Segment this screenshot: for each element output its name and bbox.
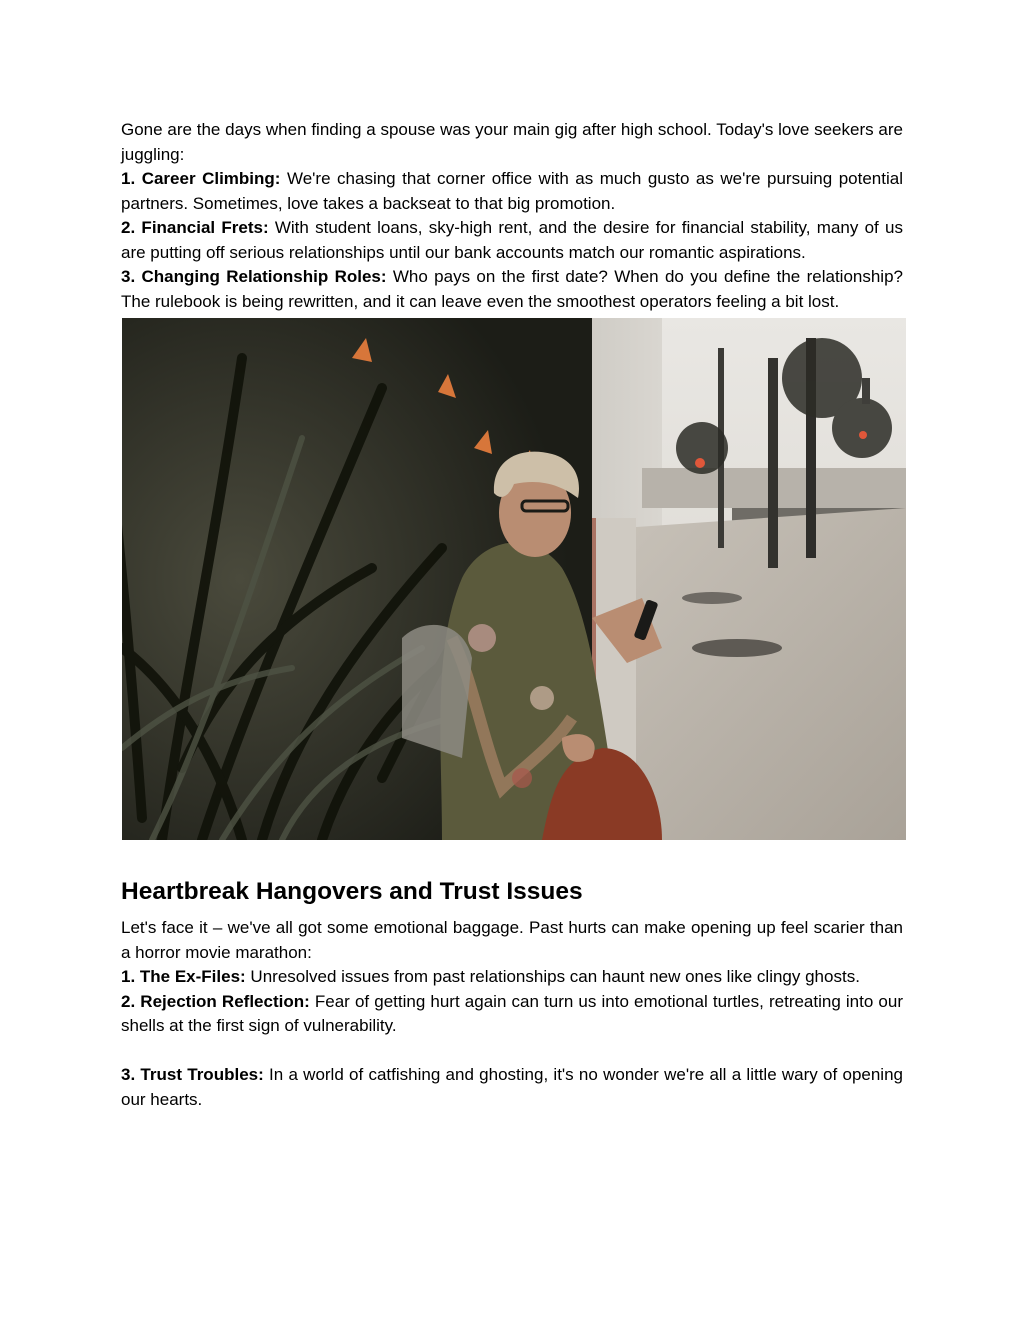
section-heading: Heartbreak Hangovers and Trust Issues [121, 878, 583, 905]
paragraph-spacer [121, 1039, 903, 1064]
list-item-text: Who pays on the first date? When do you define the relationship? The rulebook is being rewritten, and it can leave even the smoothest operators feeling a bit lost. [121, 267, 903, 311]
list-item-rejection-reflection [121, 990, 903, 1039]
document-page [121, 118, 903, 1112]
list-item-trust-troubles [121, 1063, 903, 1112]
intro-paragraph: Gone are the days when finding a spouse was your main gig after high school. Today's love seekers are juggling: [121, 120, 903, 164]
list-item-label: 1. The Ex-Files: [121, 967, 246, 986]
list-item-label: 3. Changing Relationship Roles: [121, 267, 387, 286]
photo-woman-on-phone [122, 318, 906, 840]
list-item-financial-frets [121, 216, 903, 265]
list-item-career-climbing [121, 167, 903, 216]
list-item-label: 1. Career Climbing: [121, 169, 281, 188]
list-item-text: With student loans, sky-high rent, and the desire for financial stability, many of us are putting off serious relationships until our bank accounts match our romantic aspirations. [121, 218, 903, 262]
list-item-text: Unresolved issues from past relationships can haunt new ones like clingy ghosts. [245, 967, 860, 986]
list-item-ex-files [121, 965, 903, 990]
list-item-label: 3. Trust Troubles: [121, 1065, 264, 1084]
list-item-text: In a world of catfishing and ghosting, it's no wonder we're all a little wary of opening our hearts. [121, 1065, 903, 1109]
list-item-text: We're chasing that corner office with as much gusto as we're pursuing potential partners. Sometimes, love takes a backseat to that big promotion. [121, 169, 903, 213]
list-item-changing-roles [121, 265, 903, 314]
list-item-label: 2. Rejection Reflection: [121, 991, 310, 1011]
list-item-label: 2. Financial Frets: [121, 218, 269, 237]
list-item-text: Fear of getting hurt again can turn us into emotional turtles, retreating into our shells at the first sign of vulnerability. [121, 991, 903, 1035]
section-intro-paragraph: Let's face it – we've all got some emotional baggage. Past hurts can make opening up feel scarier than a horror movie marathon: [121, 918, 903, 962]
